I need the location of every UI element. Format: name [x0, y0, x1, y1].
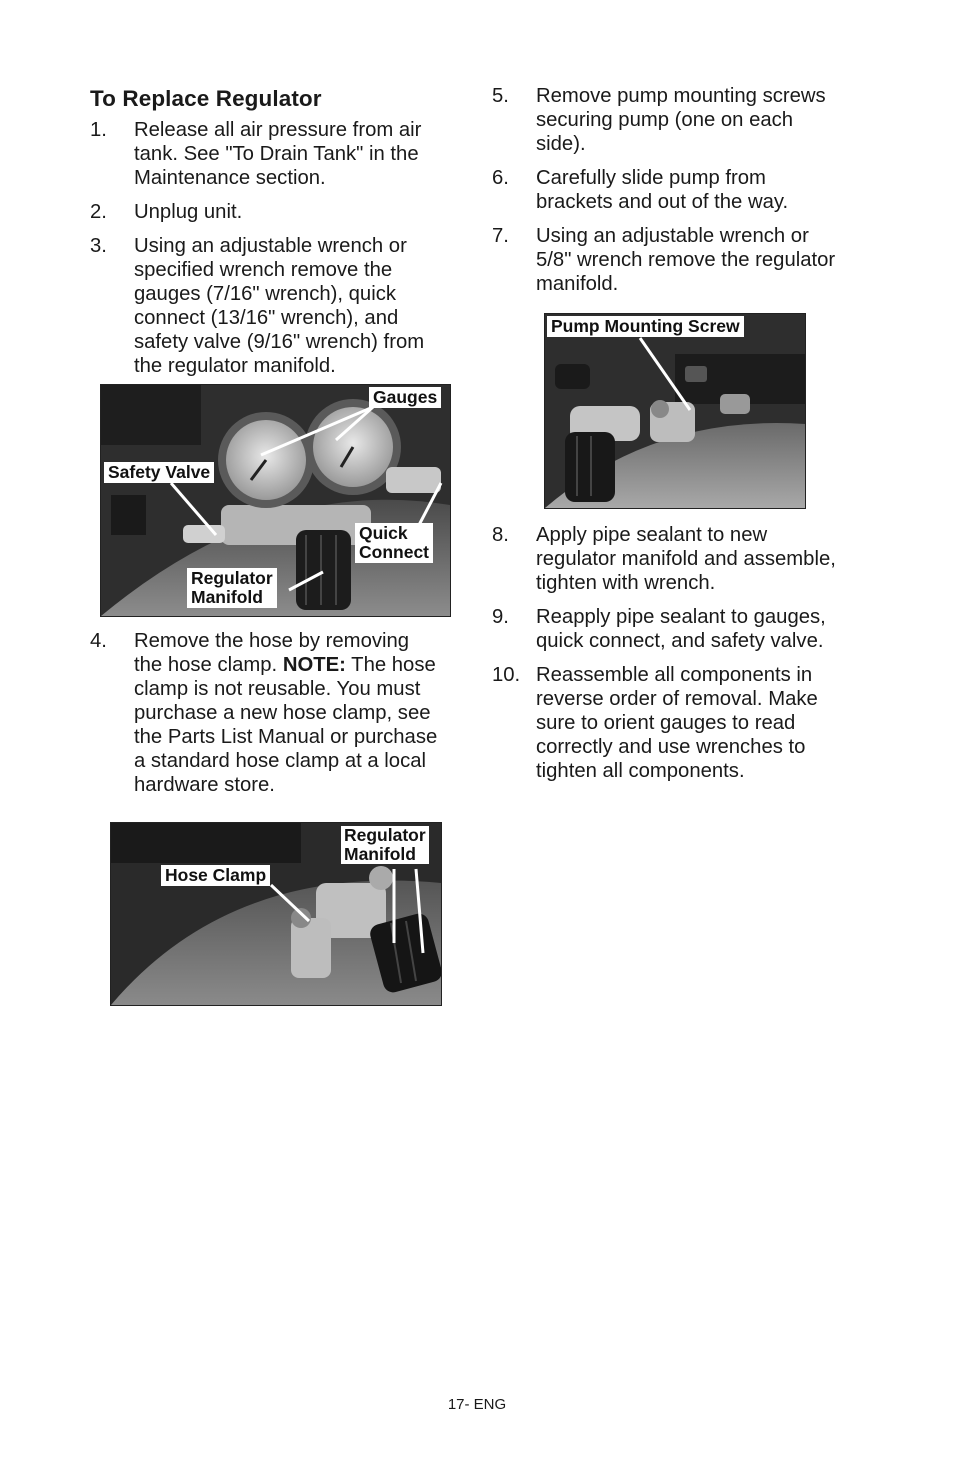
step-text: [536, 663, 868, 783]
step-number: 10.: [492, 664, 521, 686]
page-number: 17- ENG: [447, 1396, 507, 1413]
label-regulator-manifold-2: [337, 825, 433, 865]
step-text: [536, 166, 868, 214]
step-line: the regulator manifold.: [134, 355, 336, 377]
step-line: Using an adjustable wrench or: [134, 235, 407, 257]
step-line: quick connect, and safety valve.: [536, 630, 824, 652]
step-line: Reassemble all components in: [536, 664, 813, 686]
step-line: a standard hose clamp at a local: [134, 750, 426, 772]
label-line: Connect: [359, 542, 429, 562]
step-text: [134, 200, 466, 224]
step-line: tighten with wrench.: [536, 572, 716, 594]
step-line: Unplug unit.: [134, 201, 243, 223]
step-text: [536, 605, 868, 653]
step-number: 8.: [492, 524, 509, 546]
step-number: 2.: [90, 201, 107, 223]
step-number: 3.: [90, 235, 107, 257]
label-hose-clamp: Hose Clamp: [161, 865, 270, 886]
step-number: 1.: [90, 119, 107, 141]
pump-screw-illustration: [545, 314, 805, 508]
step-text: [134, 629, 466, 797]
step-number: 9.: [492, 606, 509, 628]
step-text: [536, 84, 868, 156]
step-line: securing pump (one on each: [536, 109, 794, 131]
step-line: brackets and out of the way.: [536, 191, 789, 213]
step-line: hardware store.: [134, 774, 275, 796]
label-line: Regulator: [341, 826, 429, 845]
step-line: the hose clamp. NOTE: The hose: [134, 654, 436, 676]
step-line: reverse order of removal. Make: [536, 688, 818, 710]
label-quick-connect: [355, 523, 433, 563]
label-line: Regulator: [191, 568, 273, 588]
step-line: correctly and use wrenches to: [536, 736, 806, 758]
step-line: regulator manifold and assemble,: [536, 548, 836, 570]
step-text: [134, 118, 466, 190]
step-line: clamp is not reusable. You must: [134, 678, 421, 700]
step-number: 4.: [90, 630, 107, 652]
step-line: Carefully slide pump from: [536, 167, 766, 189]
pump-screw-photo: [544, 313, 806, 509]
step-line: connect (13/16" wrench), and: [134, 307, 399, 329]
label-safety-valve: Safety Valve: [104, 462, 214, 483]
step-line: side).: [536, 133, 586, 155]
step-line: Release all air pressure from air: [134, 119, 422, 141]
step-line: the Parts List Manual or purchase: [134, 726, 438, 748]
step-line: Remove the hose by removing: [134, 630, 410, 652]
step-number: 7.: [492, 225, 509, 247]
label-pump-mounting-screw: Pump Mounting Screw: [547, 316, 744, 337]
label-line: Manifold: [191, 587, 263, 607]
step-line: Maintenance section.: [134, 167, 326, 189]
step-number: 5.: [492, 85, 509, 107]
label-line: Manifold: [341, 845, 429, 864]
step-text: [134, 234, 466, 378]
step-line: 5/8" wrench remove the regulator: [536, 249, 836, 271]
step-line: specified wrench remove the: [134, 259, 393, 281]
note-label: NOTE:: [282, 654, 346, 676]
step-line: Apply pipe sealant to new: [536, 524, 768, 546]
step-text: [536, 523, 868, 595]
step-line: purchase a new hose clamp, see: [134, 702, 431, 724]
section-title: To Replace Regulator: [90, 86, 322, 111]
hose-clamp-photo: [110, 822, 442, 1006]
step-line: tank. See "To Drain Tank" in the: [134, 143, 419, 165]
step-line: Reapply pipe sealant to gauges,: [536, 606, 826, 628]
step-text: [536, 224, 868, 296]
step-line: tighten all components.: [536, 760, 745, 782]
step-line: Using an adjustable wrench or: [536, 225, 809, 247]
step-line: gauges (7/16" wrench), quick: [134, 283, 396, 305]
label-regulator-manifold: [187, 568, 277, 608]
step-line: sure to orient gauges to read: [536, 712, 796, 734]
label-gauges: Gauges: [369, 387, 441, 408]
step-number: 6.: [492, 167, 509, 189]
step-line: Remove pump mounting screws: [536, 85, 826, 107]
step-line: safety valve (9/16" wrench) from: [134, 331, 425, 353]
gauges-photo: [100, 384, 451, 617]
step-line: manifold.: [536, 273, 619, 295]
label-line: Quick: [359, 523, 408, 543]
